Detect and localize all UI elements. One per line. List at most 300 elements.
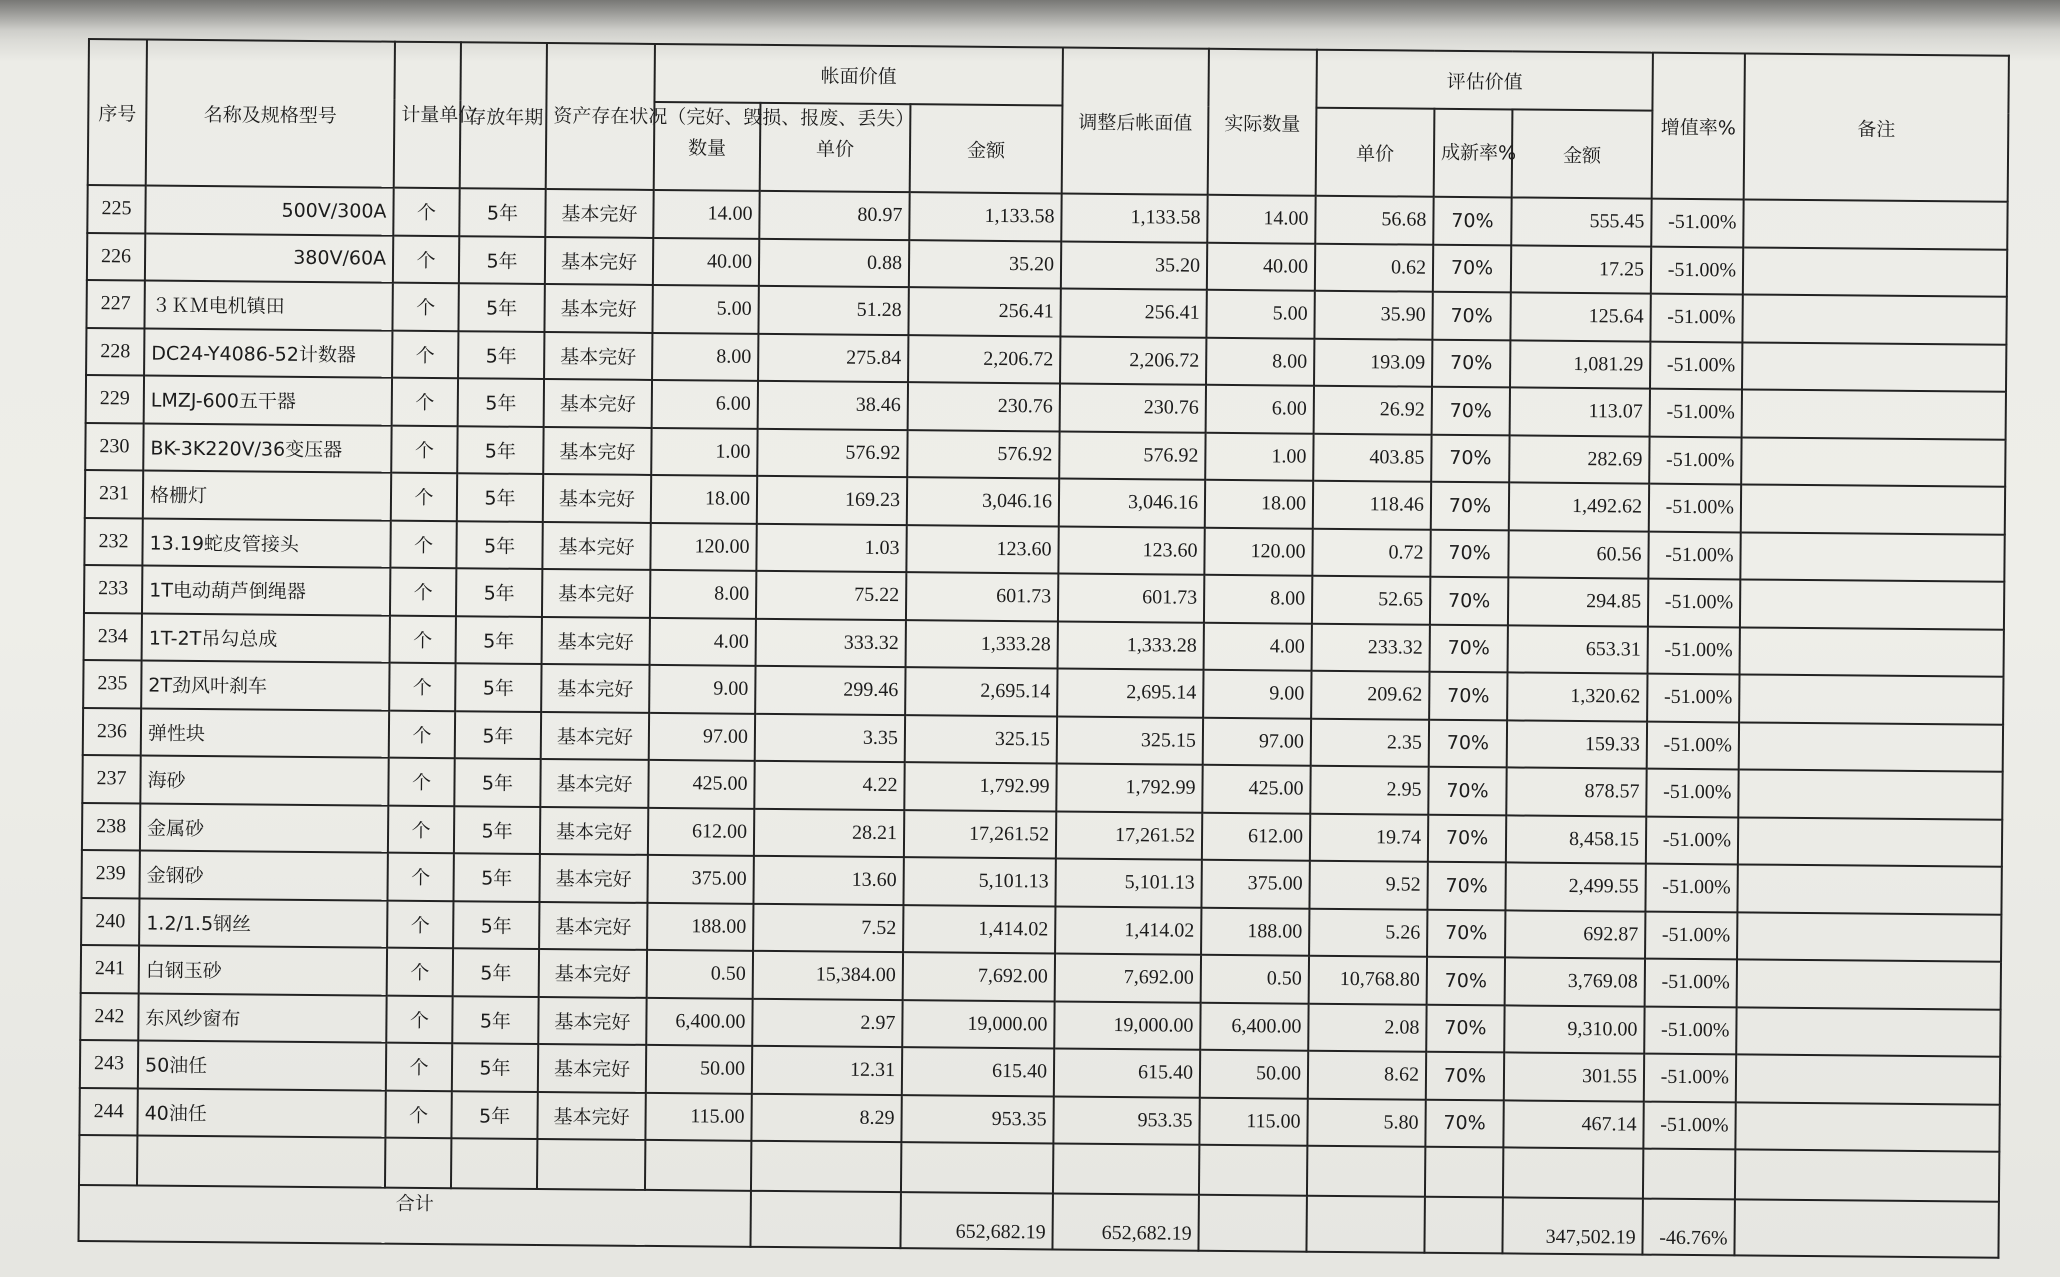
remark-cell (1737, 959, 2001, 1009)
book-price-cell: 275.84 (758, 333, 908, 382)
rate-cell: -51.00% (1647, 721, 1739, 769)
header-seq: 序号 (88, 39, 147, 186)
book-amount-cell: 615.40 (902, 1047, 1054, 1096)
row-seq: 240 (81, 897, 139, 945)
newness-cell: 70% (1427, 909, 1505, 957)
rate-cell: -51.00% (1650, 389, 1742, 437)
rate-cell: -51.00% (1646, 816, 1738, 864)
actual-qty-cell: 6.00 (1206, 385, 1314, 433)
row-seq: 236 (83, 707, 141, 755)
header-years: 存放年期 (460, 42, 547, 189)
item-name: DC24-Y4086-52计数器 (144, 328, 392, 378)
book-price-cell: 0.88 (759, 238, 909, 287)
newness-cell: 70% (1432, 387, 1510, 435)
eval-amount-cell: 653.31 (1508, 625, 1648, 674)
book-amount-cell: 1,133.58 (909, 192, 1061, 241)
eval-price-cell: 2.35 (1311, 718, 1429, 767)
newness-cell: 70% (1430, 624, 1508, 672)
book-price-cell: 3.35 (755, 713, 905, 762)
eval-amount-cell: 1,081.29 (1510, 340, 1650, 389)
unit-cell: 个 (386, 995, 452, 1043)
newness-cell: 70% (1429, 719, 1507, 767)
rate-cell: -51.00% (1646, 769, 1738, 817)
actual-qty-cell: 40.00 (1207, 242, 1315, 290)
book-price-cell: 2.97 (752, 998, 902, 1047)
years-cell: 5年 (452, 1043, 538, 1091)
years-cell: 5年 (459, 236, 545, 284)
years-cell: 5年 (457, 426, 543, 474)
eval-amount-cell: 17.25 (1511, 245, 1651, 294)
book-price-cell: 28.21 (754, 808, 904, 857)
years-cell: 5年 (456, 616, 542, 664)
adjusted-cell: 1,414.02 (1055, 906, 1201, 955)
actual-qty-cell: 18.00 (1205, 480, 1313, 528)
adjusted-cell: 5,101.13 (1055, 858, 1201, 907)
adjusted-cell: 615.40 (1054, 1048, 1200, 1097)
remark-cell (1742, 342, 2006, 392)
remark-cell (1743, 199, 2007, 249)
book-qty-cell: 120.00 (650, 522, 756, 570)
unit-cell: 个 (393, 188, 459, 236)
eval-price-cell: 0.62 (1315, 243, 1433, 292)
adjusted-cell: 953.35 (1053, 1096, 1199, 1145)
rate-cell: -51.00% (1647, 674, 1739, 722)
book-price-cell: 51.28 (758, 286, 908, 335)
eval-amount-cell: 555.45 (1511, 197, 1651, 246)
adjusted-cell: 19,000.00 (1054, 1001, 1200, 1050)
rate-cell: -51.00% (1644, 1054, 1736, 1102)
row-seq: 227 (86, 280, 144, 328)
actual-qty-cell: 14.00 (1207, 195, 1315, 243)
header-eval-value: 评估价值 (1316, 50, 1653, 111)
book-price-cell: 75.22 (756, 571, 906, 620)
rate-cell: -51.00% (1649, 436, 1741, 484)
eval-amount-cell: 3,769.08 (1505, 957, 1645, 1006)
item-name: 格栅灯 (143, 470, 391, 520)
newness-cell: 70% (1430, 577, 1508, 625)
total-adjusted: 652,682.19 (1052, 1193, 1198, 1250)
eval-amount-cell: 1,492.62 (1509, 482, 1649, 531)
status-cell: 基本完好 (543, 426, 651, 474)
actual-qty-cell: 6,400.00 (1200, 1002, 1308, 1050)
actual-qty-cell: 425.00 (1202, 765, 1310, 813)
row-seq: 241 (81, 945, 139, 993)
book-qty-cell: 4.00 (650, 617, 756, 665)
actual-qty-cell: 0.50 (1201, 955, 1309, 1003)
status-cell: 基本完好 (544, 379, 652, 427)
years-cell: 5年 (458, 331, 544, 379)
status-cell: 基本完好 (543, 474, 651, 522)
eval-amount-cell: 1,320.62 (1507, 672, 1647, 721)
status-cell: 基本完好 (545, 236, 653, 284)
eval-price-cell: 9.52 (1309, 861, 1427, 910)
book-price-cell: 333.32 (756, 618, 906, 667)
adjusted-cell: 35.20 (1061, 241, 1207, 290)
book-amount-cell: 953.35 (901, 1095, 1053, 1144)
header-rate: 增值率% (1652, 53, 1745, 200)
unit-cell: 个 (387, 948, 453, 996)
unit-cell: 个 (389, 710, 455, 758)
book-qty-cell: 6.00 (652, 380, 758, 428)
total-label: 合计 (79, 1185, 751, 1247)
row-seq: 228 (86, 327, 144, 375)
eval-price-cell: 209.62 (1311, 671, 1429, 720)
row-seq: 235 (83, 660, 141, 708)
actual-qty-cell: 120.00 (1204, 527, 1312, 575)
book-amount-cell: 1,414.02 (903, 905, 1055, 954)
years-cell: 5年 (454, 806, 540, 854)
eval-amount-cell: 467.14 (1503, 1100, 1643, 1149)
book-price-cell: 169.23 (757, 476, 907, 525)
book-amount-cell: 576.92 (907, 430, 1059, 479)
newness-cell: 70% (1433, 197, 1511, 245)
book-price-cell: 576.92 (757, 428, 907, 477)
row-seq: 225 (87, 185, 145, 233)
asset-valuation-table (77, 38, 2009, 1259)
header-newness: 成新率% (1434, 109, 1513, 198)
actual-qty-cell: 8.00 (1206, 337, 1314, 385)
eval-price-cell: 5.26 (1309, 908, 1427, 957)
book-qty-cell: 425.00 (648, 760, 754, 808)
years-cell: 5年 (456, 568, 542, 616)
table-header (88, 39, 2009, 202)
book-amount-cell: 3,046.16 (907, 477, 1059, 526)
actual-qty-cell: 8.00 (1204, 575, 1312, 623)
unit-cell: 个 (393, 235, 459, 283)
actual-qty-cell: 612.00 (1202, 812, 1310, 860)
adjusted-cell: 2,695.14 (1057, 668, 1203, 717)
remark-cell (1739, 674, 2003, 724)
book-amount-cell: 5,101.13 (903, 857, 1055, 906)
status-cell: 基本完好 (540, 806, 648, 854)
status-cell: 基本完好 (540, 759, 648, 807)
remark-cell (1743, 247, 2007, 297)
actual-qty-cell: 115.00 (1199, 1097, 1307, 1145)
header-book-value: 帐面价值 (654, 44, 1063, 106)
adjusted-cell: 576.92 (1059, 431, 1205, 480)
header-remark: 备注 (1744, 53, 2009, 201)
years-cell: 5年 (454, 758, 540, 806)
eval-price-cell: 35.90 (1314, 291, 1432, 340)
actual-qty-cell: 1.00 (1205, 432, 1313, 480)
item-name: 40油任 (137, 1088, 385, 1138)
newness-cell: 70% (1433, 244, 1511, 292)
newness-cell: 70% (1431, 434, 1509, 482)
remark-cell (1742, 389, 2006, 439)
adjusted-cell: 123.60 (1058, 526, 1204, 575)
eval-price-cell: 52.65 (1312, 576, 1430, 625)
book-qty-cell: 612.00 (648, 807, 754, 855)
book-amount-cell: 35.20 (909, 240, 1061, 289)
book-qty-cell: 6,400.00 (646, 997, 752, 1045)
years-cell: 5年 (455, 711, 541, 759)
eval-amount-cell: 113.07 (1510, 387, 1650, 436)
status-cell: 基本完好 (541, 711, 649, 759)
adjusted-cell: 7,692.00 (1055, 953, 1201, 1002)
row-seq: 232 (84, 517, 142, 565)
row-seq: 234 (84, 612, 142, 660)
eval-amount-cell: 8,458.15 (1506, 815, 1646, 864)
rate-cell: -51.00% (1651, 246, 1743, 294)
adjusted-cell: 3,046.16 (1059, 478, 1205, 527)
remark-cell (1736, 1054, 2000, 1104)
remark-cell (1737, 864, 2001, 914)
adjusted-cell: 17,261.52 (1056, 811, 1202, 860)
newness-cell: 70% (1432, 292, 1510, 340)
book-price-cell: 12.31 (752, 1046, 902, 1095)
remark-cell (1740, 579, 2004, 629)
unit-cell: 个 (385, 1090, 451, 1138)
header-eval-amount: 金额 (1512, 109, 1653, 198)
newness-cell: 70% (1426, 1052, 1504, 1100)
remark-cell (1735, 1102, 1999, 1152)
row-seq: 242 (80, 992, 138, 1040)
table-body (79, 185, 2007, 1152)
book-amount-cell: 17,261.52 (904, 810, 1056, 859)
status-cell: 基本完好 (539, 901, 647, 949)
years-cell: 5年 (452, 996, 538, 1044)
actual-qty-cell: 9.00 (1203, 670, 1311, 718)
unit-cell: 个 (388, 805, 454, 853)
item-name: 2T劲风叶刹车 (141, 660, 389, 710)
total-price-cell (750, 1191, 900, 1248)
remark-cell (1738, 817, 2002, 867)
newness-cell: 70% (1425, 1099, 1503, 1147)
header-book-amount: 金额 (910, 104, 1063, 193)
table-footer (79, 1135, 2000, 1258)
status-cell: 基本完好 (541, 664, 649, 712)
eval-price-cell: 5.80 (1307, 1098, 1425, 1147)
eval-price-cell: 8.62 (1308, 1051, 1426, 1100)
header-adjusted: 调整后帐面值 (1062, 48, 1209, 195)
newness-cell: 70% (1429, 672, 1507, 720)
book-qty-cell: 97.00 (649, 712, 755, 760)
book-amount-cell: 19,000.00 (902, 1000, 1054, 1049)
actual-qty-cell: 97.00 (1203, 717, 1311, 765)
years-cell: 5年 (455, 663, 541, 711)
book-amount-cell: 2,695.14 (905, 667, 1057, 716)
book-qty-cell: 0.50 (647, 950, 753, 998)
eval-amount-cell: 294.85 (1508, 577, 1648, 626)
row-seq: 243 (80, 1040, 138, 1088)
adjusted-cell: 230.76 (1060, 383, 1206, 432)
book-qty-cell: 115.00 (645, 1092, 751, 1140)
item-name: 13.19蛇皮管接头 (142, 518, 390, 568)
eval-price-cell: 26.92 (1314, 386, 1432, 435)
eval-price-cell: 193.09 (1314, 338, 1432, 387)
book-amount-cell: 601.73 (906, 572, 1058, 621)
book-amount-cell: 325.15 (905, 715, 1057, 764)
eval-amount-cell: 301.55 (1504, 1052, 1644, 1101)
rate-cell: -51.00% (1650, 341, 1742, 389)
book-price-cell: 299.46 (755, 666, 905, 715)
status-cell: 基本完好 (537, 1091, 645, 1139)
actual-qty-cell: 188.00 (1201, 907, 1309, 955)
header-actual-qty: 实际数量 (1208, 49, 1317, 196)
adjusted-cell: 1,133.58 (1061, 194, 1207, 243)
status-cell: 基本完好 (539, 854, 647, 902)
item-name: 1T-2T吊勾总成 (142, 613, 390, 663)
status-cell: 基本完好 (542, 569, 650, 617)
newness-cell: 70% (1428, 767, 1506, 815)
remark-cell (1737, 912, 2001, 962)
years-cell: 5年 (458, 378, 544, 426)
row-seq: 237 (82, 755, 140, 803)
years-cell: 5年 (459, 188, 545, 236)
book-price-cell: 8.29 (751, 1093, 901, 1142)
rate-cell: -51.00% (1645, 959, 1737, 1007)
adjusted-cell: 1,333.28 (1058, 621, 1204, 670)
book-amount-cell: 230.76 (908, 382, 1060, 431)
total-rate: -46.76% (1642, 1199, 1734, 1256)
total-actual-cell (1198, 1195, 1306, 1252)
row-seq: 233 (84, 565, 142, 613)
item-name: 1T电动葫芦倒绳器 (142, 565, 390, 615)
unit-cell: 个 (390, 520, 456, 568)
unit-cell: 个 (389, 663, 455, 711)
book-price-cell: 38.46 (758, 381, 908, 430)
status-cell: 基本完好 (544, 284, 652, 332)
header-status: 资产存在状况（完好、毁损、报废、丢失） (546, 43, 655, 190)
remark-cell (1739, 722, 2003, 772)
header-eval-price: 单价 (1316, 108, 1435, 197)
book-amount-cell: 123.60 (906, 525, 1058, 574)
unit-cell: 个 (386, 1043, 452, 1091)
status-cell: 基本完好 (545, 189, 653, 237)
book-qty-cell: 14.00 (653, 190, 759, 238)
actual-qty-cell: 4.00 (1204, 622, 1312, 670)
item-name: BK-3K220V/36变压器 (143, 423, 391, 473)
years-cell: 5年 (453, 948, 539, 996)
header-unit: 计量单位 (394, 42, 461, 189)
total-book-amount: 652,682.19 (900, 1192, 1052, 1249)
actual-qty-cell: 375.00 (1201, 860, 1309, 908)
newness-cell: 70% (1430, 529, 1508, 577)
status-cell: 基本完好 (539, 949, 647, 997)
newness-cell: 70% (1427, 957, 1505, 1005)
status-cell: 基本完好 (544, 331, 652, 379)
item-name: 海砂 (140, 755, 388, 805)
eval-price-cell: 233.32 (1312, 623, 1430, 672)
remark-cell (1742, 294, 2006, 344)
row-seq: 238 (82, 802, 140, 850)
adjusted-cell: 2,206.72 (1060, 336, 1206, 385)
eval-amount-cell: 282.69 (1509, 435, 1649, 484)
row-seq: 239 (81, 850, 139, 898)
rate-cell: -51.00% (1648, 531, 1740, 579)
remark-cell (1736, 1007, 2000, 1057)
years-cell: 5年 (457, 473, 543, 521)
book-price-cell: 7.52 (753, 903, 903, 952)
unit-cell: 个 (388, 758, 454, 806)
book-qty-cell: 50.00 (646, 1045, 752, 1093)
years-cell: 5年 (453, 901, 539, 949)
book-qty-cell: 8.00 (652, 332, 758, 380)
item-name: 500V/300A (145, 186, 393, 236)
eval-amount-cell: 159.33 (1507, 720, 1647, 769)
remark-cell (1741, 437, 2005, 487)
book-price-cell: 13.60 (753, 856, 903, 905)
unit-cell: 个 (387, 900, 453, 948)
row-seq: 230 (85, 422, 143, 470)
item-name: 东风纱窗布 (138, 993, 386, 1043)
adjusted-cell: 601.73 (1058, 573, 1204, 622)
item-name: 白钢玉砂 (139, 945, 387, 995)
unit-cell: 个 (391, 425, 457, 473)
eval-amount-cell: 878.57 (1506, 767, 1646, 816)
item-name: 50油任 (138, 1040, 386, 1090)
adjusted-cell: 325.15 (1057, 716, 1203, 765)
book-amount-cell: 7,692.00 (903, 952, 1055, 1001)
adjusted-cell: 1,792.99 (1056, 763, 1202, 812)
newness-cell: 70% (1426, 1004, 1504, 1052)
book-price-cell: 4.22 (754, 761, 904, 810)
header-name: 名称及规格型号 (146, 40, 395, 188)
unit-cell: 个 (391, 473, 457, 521)
item-name: 金属砂 (140, 803, 388, 853)
eval-price-cell: 2.08 (1308, 1003, 1426, 1052)
remark-cell (1740, 627, 2004, 677)
item-name: ３ＫＭ电机镇田 (144, 281, 392, 331)
unit-cell: 个 (390, 615, 456, 663)
status-cell: 基本完好 (542, 616, 650, 664)
rate-cell: -51.00% (1645, 864, 1737, 912)
unit-cell: 个 (392, 330, 458, 378)
eval-amount-cell: 692.87 (1505, 910, 1645, 959)
item-name: 380V/60A (145, 233, 393, 283)
rate-cell: -51.00% (1650, 294, 1742, 342)
actual-qty-cell: 50.00 (1200, 1050, 1308, 1098)
rate-cell: -51.00% (1645, 911, 1737, 959)
eval-price-cell: 2.95 (1310, 766, 1428, 815)
unit-cell: 个 (392, 283, 458, 331)
eval-price-cell: 403.85 (1313, 433, 1431, 482)
book-amount-cell: 1,333.28 (906, 620, 1058, 669)
total-remark-cell (1734, 1199, 1998, 1257)
header-book-qty: 数量 (654, 102, 761, 191)
eval-price-cell: 56.68 (1315, 196, 1433, 245)
remark-cell (1741, 484, 2005, 534)
item-name: LMZJ-600五干器 (144, 376, 392, 426)
row-seq: 244 (79, 1087, 137, 1135)
total-eprice-cell (1306, 1196, 1424, 1253)
unit-cell: 个 (392, 378, 458, 426)
book-qty-cell: 375.00 (647, 855, 753, 903)
years-cell: 5年 (456, 521, 542, 569)
book-amount-cell: 1,792.99 (904, 762, 1056, 811)
newness-cell: 70% (1432, 339, 1510, 387)
rate-cell: -51.00% (1648, 626, 1740, 674)
total-newness-cell (1424, 1197, 1502, 1254)
book-qty-cell: 40.00 (653, 237, 759, 285)
unit-cell: 个 (390, 568, 456, 616)
years-cell: 5年 (453, 853, 539, 901)
rate-cell: -51.00% (1651, 199, 1743, 247)
book-qty-cell: 188.00 (647, 902, 753, 950)
item-name: 金钢砂 (139, 850, 387, 900)
row-seq: 226 (87, 233, 145, 281)
remark-cell (1738, 769, 2002, 819)
rate-cell: -51.00% (1648, 579, 1740, 627)
remark-cell (1740, 532, 2004, 582)
item-name: 1.2/1.5钢丝 (139, 898, 387, 948)
eval-amount-cell: 2,499.55 (1505, 862, 1645, 911)
header-book-price: 单价 (760, 103, 911, 192)
actual-qty-cell: 5.00 (1206, 290, 1314, 338)
unit-cell: 个 (387, 853, 453, 901)
book-qty-cell: 18.00 (651, 475, 757, 523)
book-qty-cell: 8.00 (650, 570, 756, 618)
